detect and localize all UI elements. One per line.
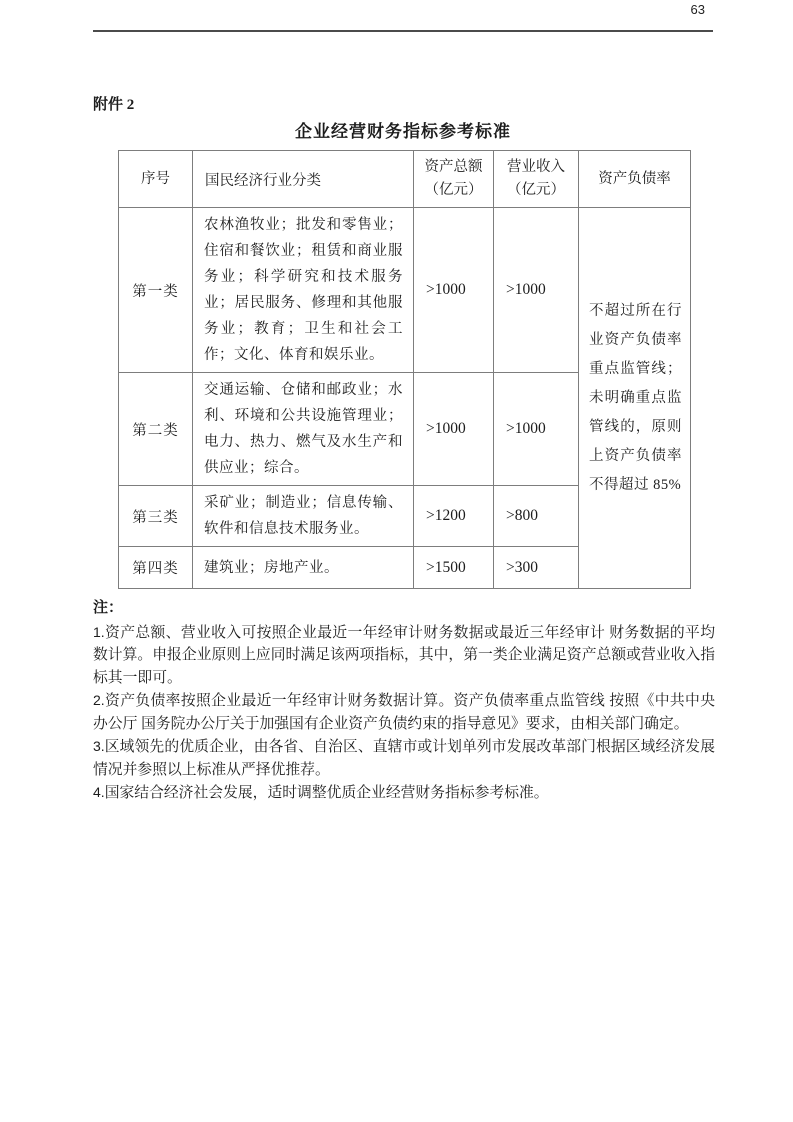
row-category: 第一类 xyxy=(119,208,193,373)
col-header-industry: 国民经济行业分类 xyxy=(193,151,414,208)
notes-section xyxy=(93,597,715,805)
note-number: 3. xyxy=(93,738,105,754)
table-header-row xyxy=(119,151,691,208)
note-item-1 xyxy=(93,621,715,690)
col-header-seq: 序号 xyxy=(119,151,193,208)
document-title: 企业经营财务指标参考标准 xyxy=(295,122,511,141)
row-total-assets: >1000 xyxy=(414,208,494,373)
row-category: 第三类 xyxy=(119,486,193,547)
row-industries: 农林渔牧业；批发和零售业；住宿和餐饮业；租赁和商业服务业；科学研究和技术服务业；居民服务、修理和其他服务业；教育；卫生和社会工作；文化、体育和娱乐业。 xyxy=(193,208,414,373)
table-row xyxy=(119,208,691,373)
row-revenue: >1000 xyxy=(494,208,579,373)
debt-ratio-merged-cell: 不超过所在行业资产负债率重点监管线；未明确重点监管线的，原则上资产负债率不得超过 85% xyxy=(579,208,691,589)
col-header-total-assets-line1: 资产总额 xyxy=(424,159,483,175)
page-number: 63 xyxy=(690,2,705,17)
row-total-assets: >1200 xyxy=(414,486,494,547)
header-rule xyxy=(93,30,713,32)
note-item-3 xyxy=(93,735,715,781)
row-total-assets: >1500 xyxy=(414,547,494,589)
note-item-4 xyxy=(93,781,715,805)
row-category: 第四类 xyxy=(119,547,193,589)
row-category: 第二类 xyxy=(119,373,193,486)
col-header-total-assets-line2: （亿元） xyxy=(424,182,483,198)
row-total-assets: >1000 xyxy=(414,373,494,486)
col-header-revenue-line1: 营业收入 xyxy=(507,159,565,175)
note-number: 1. xyxy=(93,623,105,640)
notes-label: 注： xyxy=(93,600,124,616)
row-revenue: >300 xyxy=(494,547,579,589)
col-header-total-assets xyxy=(414,151,494,208)
note-text: 资产总额、营业收入可按照企业最近一年经审计财务数据或最近三年经审计 财务数据的平均数计算。申报企业原则上应同时满足该两项指标，其中，第一类企业满足资产总额或营业收入指标其一即可。 xyxy=(93,624,715,686)
attachment-label: 附件 2 xyxy=(93,97,135,113)
row-revenue: >800 xyxy=(494,486,579,547)
note-item-2 xyxy=(93,689,715,735)
note-number: 4. xyxy=(93,784,105,800)
col-header-revenue-line2: （亿元） xyxy=(507,182,565,198)
note-text: 资产负债率按照企业最近一年经审计财务数据计算。资产负债率重点监管线 按照《中共中央办公厅 国务院办公厅关于加强国有企业资产负债约束的指导意见》要求，由相关部门确定。 xyxy=(93,693,715,732)
note-text: 区域领先的优质企业，由各省、自治区、直辖市或计划单列市发展改革部门根据区域经济发展情况并参照以上标准从严择优推荐。 xyxy=(93,739,715,778)
col-header-debt-ratio: 资产负债率 xyxy=(579,151,691,208)
note-number: 2. xyxy=(93,692,105,708)
row-industries: 采矿业；制造业；信息传输、软件和信息技术服务业。 xyxy=(193,486,414,547)
financial-indicator-table xyxy=(118,150,691,589)
row-industries: 交通运输、仓储和邮政业；水利、环境和公共设施管理业；电力、热力、燃气及水生产和供应业；综合。 xyxy=(193,373,414,486)
row-revenue: >1000 xyxy=(494,373,579,486)
col-header-revenue xyxy=(494,151,579,208)
row-industries: 建筑业；房地产业。 xyxy=(193,547,414,589)
note-text: 国家结合经济社会发展，适时调整优质企业经营财务指标参考标准。 xyxy=(104,785,549,801)
